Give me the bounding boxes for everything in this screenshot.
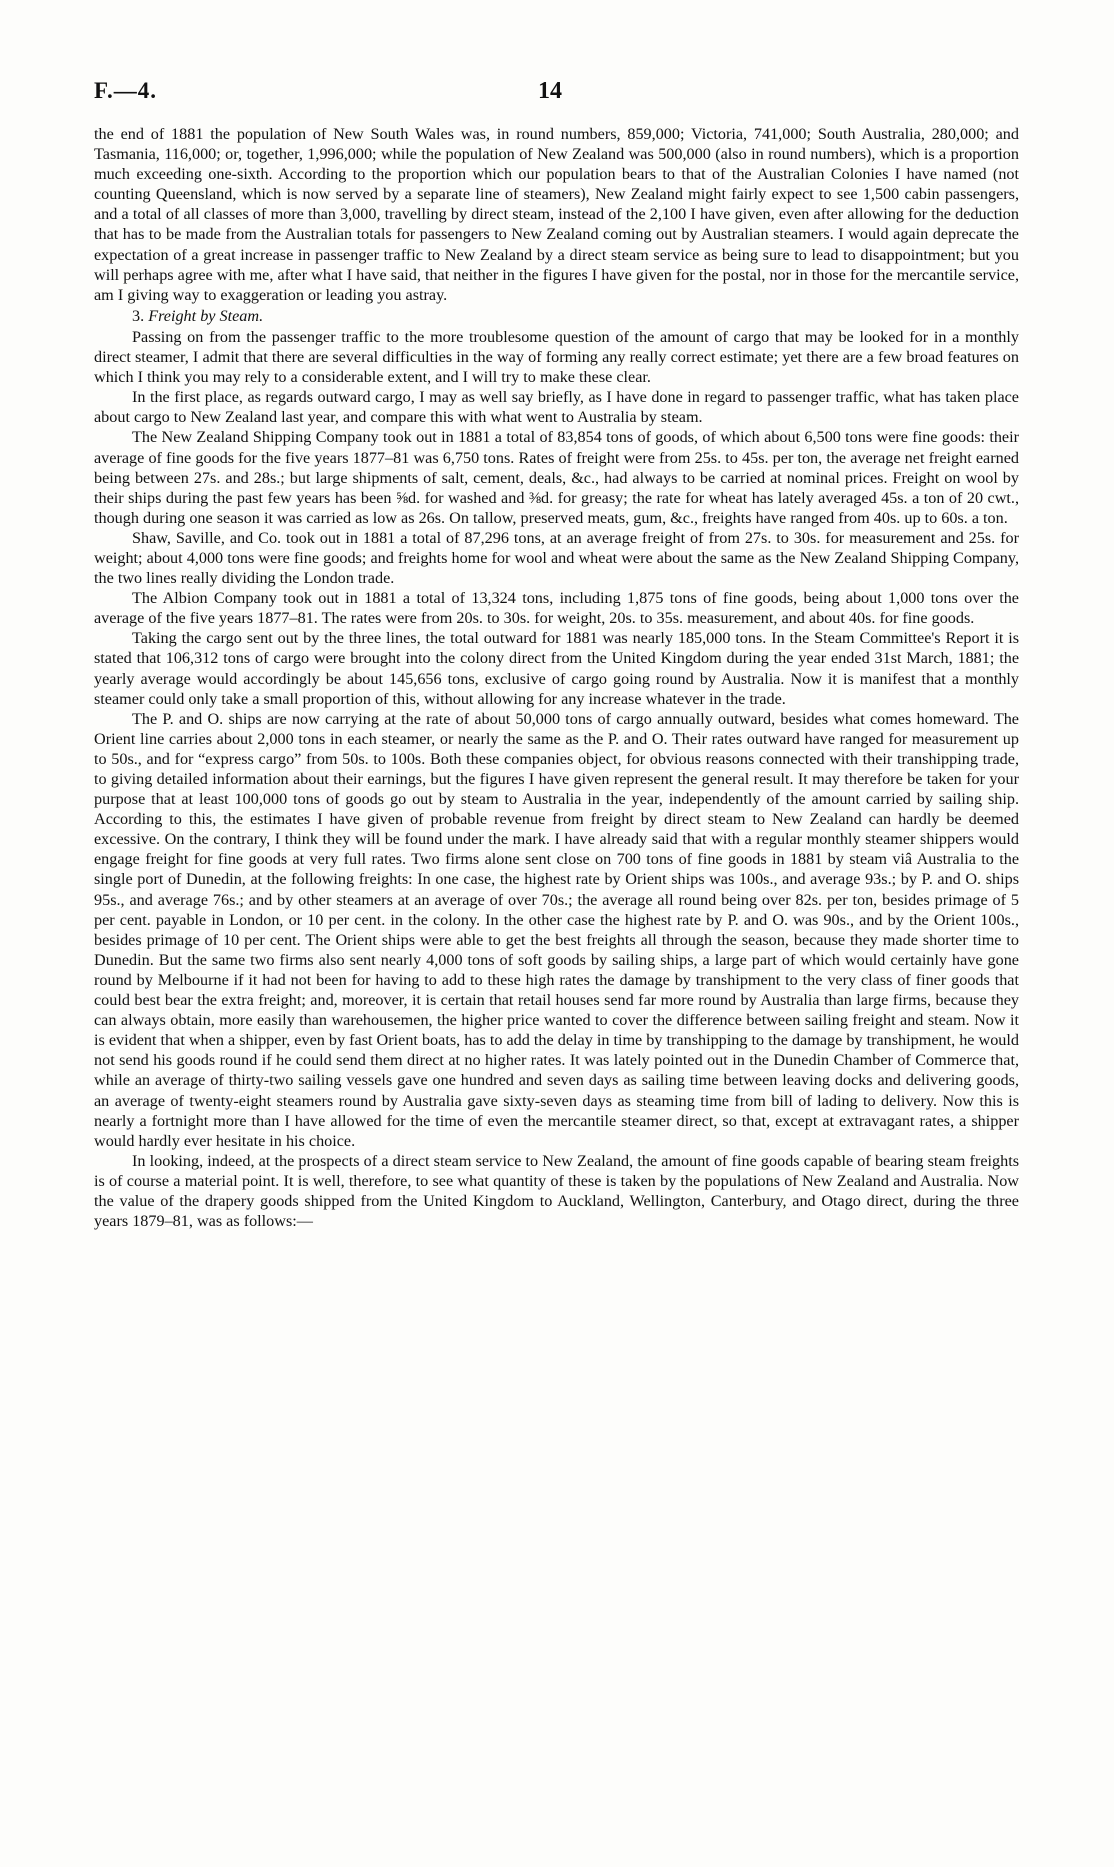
paragraph-total-cargo: Taking the cargo sent out by the three lines, the total outward for 1881 was nearly 185,000 tons. In the Steam Committee's Report it is stated that 106,312 tons of cargo were brought into the colony direct from the United Kingdom during the year ended 31st March, 1881; the yearly average would accordingly be about 145,656 tons, exclusive of cargo going round by Australia. Now it is manifest that a monthly steamer could only take a small proportion of this, without allowing for any increase whatever in the trade.: [94, 629, 1019, 708]
section-title: Freight by Steam.: [148, 306, 264, 325]
section-number: 3.: [132, 306, 145, 325]
paragraph-cargo-intro: Passing on from the passenger traffic to the more troublesome question of the amount of cargo that may be looked for in a monthly direct steamer, I admit that there are several difficulties in the way of forming any really correct estimate; yet there are a few broad features on which I think you may rely to a considerable extent, and I will try to make these clear.: [94, 327, 1019, 387]
paragraph-albion-company: The Albion Company took out in 1881 a total of 13,324 tons, including 1,875 tons of fine goods, being about 1,000 tons over the average of the five years 1877–81. The rates were from 20s. to 30s. for weight, 20s. to 35s. measurement, and about 40s. for fine goods.: [94, 589, 1019, 628]
section-heading: [94, 306, 1019, 326]
paragraph-population: the end of 1881 the population of New South Wales was, in round numbers, 859,000; Victoria, 741,000; South Australia, 280,000; and Tasmania, 116,000; or, together, 1,996,000; while the population of New Zealand was 500,000 (also in round numbers), which is a proportion much exceeding one-sixth. According to the proportion which our population bears to that of the Australian Colonies I have named (not counting Queensland, which is now served by a separate line of steamers), New Zealand might fairly expect to see 1,500 cabin passengers, and a total of all classes of more than 3,000, travelling by direct steam, instead of the 2,100 I have given, even after allowing for the deduction that has to be made from the Australian totals for passengers to New Zealand coming out by Australian steamers. I would again deprecate the expectation of a great increase in passenger traffic to New Zealand by a direct steam service as being sure to lead to disappointment; but you will perhaps agree with me, after what I have said, that neither in the figures I have given for the postal, nor in those for the mercantile service, am I giving way to exaggeration or leading you astray.: [94, 125, 1019, 304]
paragraph-shaw-saville: Shaw, Saville, and Co. took out in 1881 a total of 87,296 tons, at an average freight of from 27s. to 30s. for measurement and 25s. for weight; about 4,000 tons were fine goods; and freights home for wool and wheat were about the same as the New Zealand Shipping Company, the two lines really dividing the London trade.: [94, 528, 1019, 588]
paragraph-nz-shipping-company: The New Zealand Shipping Company took out in 1881 a total of 83,854 tons of goods, of which about 6,500 tons were fine goods: their average of fine goods for the five years 1877–81 was 6,750 tons. Rates of freight were from 25s. to 45s. per ton, the average net freight earned being between 27s. and 28s.; but large shipments of salt, cement, deals, &c., had always to be carried at nominal prices. Freight on wool by their ships during the past few years has been ⅝d. for washed and ⅜d. for greasy; the rate for wheat has lately averaged 45s. a ton of 20 cwt., though during one season it was carried as low as 26s. On tallow, preserved meats, gum, &c., freights have ranged from 40s. up to 60s. a ton.: [94, 428, 1019, 527]
document-reference: F.—4.: [94, 78, 157, 103]
paragraph-fine-goods: In looking, indeed, at the prospects of a direct steam service to New Zealand, the amount of fine goods capable of bearing steam freights is of course a material point. It is well, therefore, to see what quantity of these is taken by the populations of New Zealand and Australia. Now the value of the drapery goods shipped from the United Kingdom to Auckland, Wellington, Canterbury, and Otago direct, during the three years 1879–81, was as follows:—: [94, 1151, 1019, 1231]
body-text: [94, 124, 1019, 1231]
paragraph-p-and-o: The P. and O. ships are now carrying at the rate of about 50,000 tons of cargo annually outward, besides what comes homeward. The Orient line carries about 2,000 tons in each steamer, or nearly the same as the P. and O. Their rates outward have ranged for measurement up to 50s., and for “express cargo” from 50s. to 100s. Both these companies object, for obvious reasons connected with their transhipping trade, to giving detailed information about their earnings, but the figures I have given represent the general result. It may therefore be taken for your purpose that at least 100,000 tons of goods go out by steam to Australia in the year, independently of the amount carried by sailing ship. According to this, the estimates I have given of probable revenue from freight by direct steam to New Zealand can hardly be deemed excessive. On the contrary, I think they will be found under the mark. I have already said that with a regular monthly steamer shippers would engage freight for fine goods at very full rates. Two firms alone sent close on 700 tons of fine goods in 1881 by steam viâ Australia to the single port of Dunedin, at the following freights: In one case, the highest rate by Orient ships was 100s., and average 93s.; by P. and O. ships 95s., and average 76s.; and by other steamers at an average of over 70s.; the average all round being over 82s. per ton, besides primage of 5 per cent. payable in London, or 10 per cent. in the colony. In the other case the highest rate by P. and O. was 90s., and by the Orient 100s., besides primage of 10 per cent. The Orient ships were able to get the best freights all through the season, because they made shorter time to Dunedin. But the same two firms also sent nearly 4,000 tons of soft goods by sailing ships, a large part of which would certainly have gone round by Melbourne if it had not been for having to add to these high rates the damage by transhipment to the very class of finer goods that could best bear the extra freight; and, moreover, it is certain that retail houses send far more round by Australia than large firms, because they can always obtain, more easily than warehousemen, the higher price wanted to cover the difference between sailing freight and steam. Now it is evident that when a shipper, even by fast Orient boats, has to add the delay in time by transhipping to the damage by transhipment, he would not send his goods round if he could send them direct at no higher rates. It was lately pointed out in the Dunedin Chamber of Commerce that, while an average of thirty-two sailing vessels gave one hundred and seven days as sailing time between leaving docks and delivering goods, an average of twenty-eight steamers round by Australia gave sixty-seven days as steaming time from bill of lading to delivery. Now this is nearly a fortnight more than I have allowed for the time of even the mercantile steamer direct, so that, except at extravagant rates, a shipper would hardly ever hesitate in his choice.: [94, 709, 1019, 1150]
page-number: 14: [538, 78, 562, 104]
page-header: [0, 78, 1114, 108]
paragraph-outward-cargo: In the first place, as regards outward cargo, I may as well say briefly, as I have done in regard to passenger traffic, what has taken place about cargo to New Zealand last year, and compare this with what went to Australia by steam.: [94, 388, 1019, 427]
